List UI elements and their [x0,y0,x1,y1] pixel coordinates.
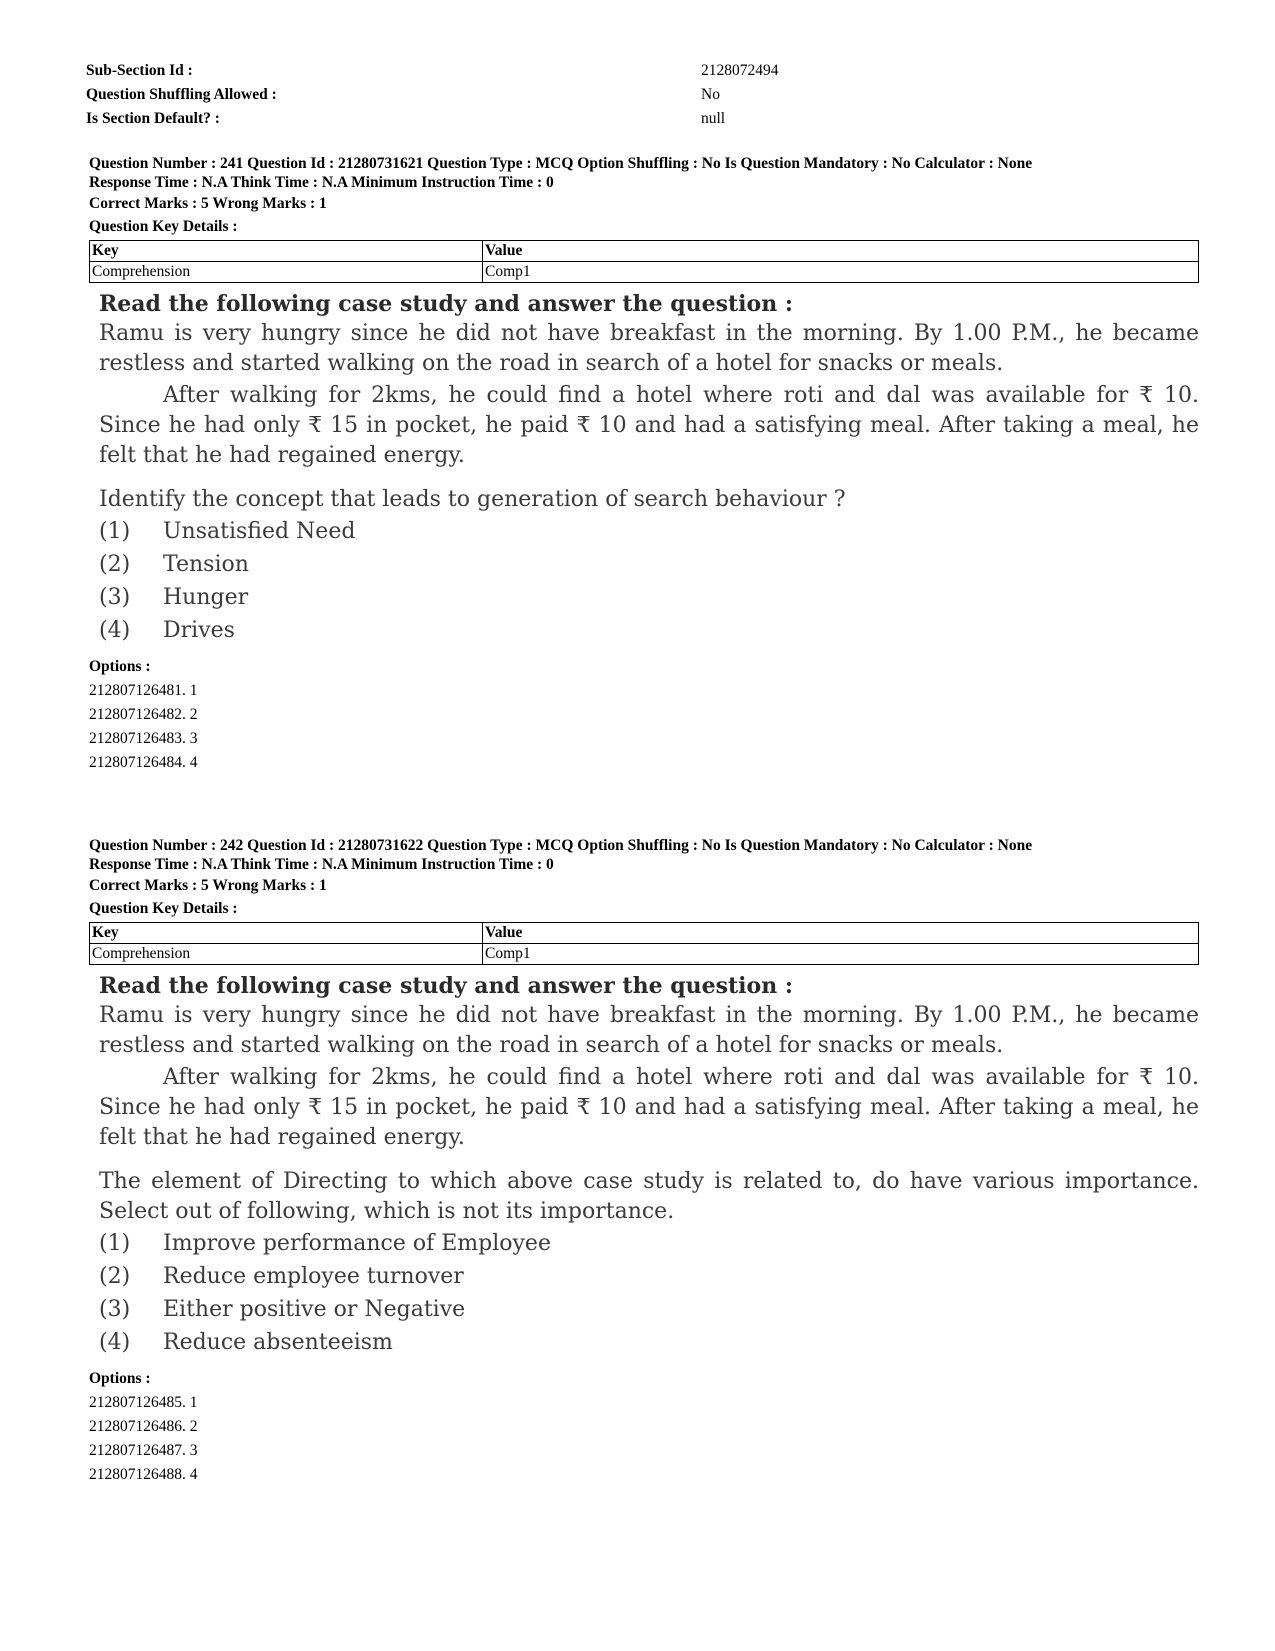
key-details-table [89,922,1199,965]
question-image [89,289,1199,647]
choice-text: Unsatisfied Need [163,519,356,544]
question-image [89,971,1199,1359]
case-paragraph: Ramu is very hungry since he did not have breakfast in the morning. By 1.00 P.M., he became restless and started walking on the road in search of a hotel for snacks or meals. [99,1003,1199,1058]
value-header: Value [483,923,1199,944]
key-details-table [89,240,1199,283]
table-row [90,262,1199,283]
key-cell: Comprehension [90,262,483,283]
choice-text: Reduce absenteeism [163,1330,393,1355]
value-cell: Comp1 [483,262,1199,283]
option-item: 212807126486. 2 [89,1418,198,1435]
choice-text: Drives [163,618,235,643]
options-label: Options : [89,658,151,675]
marks-line: Correct Marks : 5 Wrong Marks : 1 [89,195,327,212]
choice-text: Either positive or Negative [163,1297,466,1322]
choice-item [99,1260,1199,1293]
meta-label: Is Section Default? : [86,110,220,127]
question-header: Question Number : 242 Question Id : 21280731622 Question Type : MCQ Option Shuffling : No Is Question Mandatory : No Calculator : None [89,837,1033,854]
table-row [90,944,1199,965]
choice-item [99,548,1199,581]
case-paragraph: After walking for 2kms, he could find a hotel where roti and dal was available for ₹ 10. Since he had only ₹ 15 in pocket, he paid ₹ 10 and had a satisfying meal. After taking a meal, he felt that he had regained energy. [99,383,1199,468]
choice-text: Improve performance of Employee [163,1231,551,1256]
key-details-label: Question Key Details : [89,218,238,235]
choice-number: (2) [99,552,131,577]
choice-number: (4) [99,618,131,643]
table-header-row [90,241,1199,262]
key-header: Key [90,923,483,944]
choice-text: Tension [163,552,249,577]
meta-label: Question Shuffling Allowed : [86,86,277,103]
choice-number: (1) [99,1231,131,1256]
question-header: Question Number : 241 Question Id : 21280731621 Question Type : MCQ Option Shuffling : No Is Question Mandatory : No Calculator : None [89,155,1033,172]
question-stem: Identify the concept that leads to generation of search behaviour ? [99,487,846,512]
case-study-title: Read the following case study and answer the question : [99,291,793,317]
option-item: 212807126487. 3 [89,1442,198,1459]
choice-item [99,1293,1199,1326]
choice-item [99,1326,1199,1359]
option-item: 212807126485. 1 [89,1394,198,1411]
option-item: 212807126484. 4 [89,754,198,771]
timing-header: Response Time : N.A Think Time : N.A Minimum Instruction Time : 0 [89,856,554,873]
option-item: 212807126483. 3 [89,730,198,747]
choice-item [99,515,1199,548]
options-list [89,1367,1199,1487]
choice-number: (2) [99,1264,131,1289]
key-header: Key [90,241,483,262]
options-label: Options : [89,1370,151,1387]
marks-line: Correct Marks : 5 Wrong Marks : 1 [89,877,327,894]
section-meta [86,59,779,131]
question-stem: The element of Directing to which above case study is related to, do have various importance. Select out of following, which is not its importance. [99,1169,1199,1224]
choice-text: Reduce employee turnover [163,1264,464,1289]
case-study-title: Read the following case study and answer the question : [99,973,793,999]
choice-item [99,614,1199,647]
option-item: 212807126481. 1 [89,682,198,699]
choice-number: (4) [99,1330,131,1355]
options-list [89,655,1199,775]
option-item: 212807126482. 2 [89,706,198,723]
choice-number: (3) [99,1297,131,1322]
meta-value: No [701,86,720,103]
key-details-label: Question Key Details : [89,900,238,917]
choice-number: (3) [99,585,131,610]
choice-item [99,1227,1199,1260]
meta-value: null [701,110,726,127]
value-header: Value [483,241,1199,262]
case-paragraph: After walking for 2kms, he could find a hotel where roti and dal was available for ₹ 10. Since he had only ₹ 15 in pocket, he paid ₹ 10 and had a satisfying meal. After taking a meal, he felt that he had regained energy. [99,1065,1199,1150]
option-item: 212807126488. 4 [89,1466,198,1483]
question-shuffling-row [86,83,720,107]
section-default-row [86,107,726,131]
question-block [89,836,1199,1487]
value-cell: Comp1 [483,944,1199,965]
sub-section-id-row [86,59,779,83]
meta-label: Sub-Section Id : [86,62,193,79]
meta-value: 2128072494 [701,62,779,79]
timing-header: Response Time : N.A Think Time : N.A Minimum Instruction Time : 0 [89,174,554,191]
case-paragraph: Ramu is very hungry since he did not have breakfast in the morning. By 1.00 P.M., he became restless and started walking on the road in search of a hotel for snacks or meals. [99,321,1199,376]
question-block [89,154,1199,775]
choice-number: (1) [99,519,131,544]
choice-text: Hunger [163,585,249,610]
choice-item [99,581,1199,614]
key-cell: Comprehension [90,944,483,965]
table-header-row [90,923,1199,944]
